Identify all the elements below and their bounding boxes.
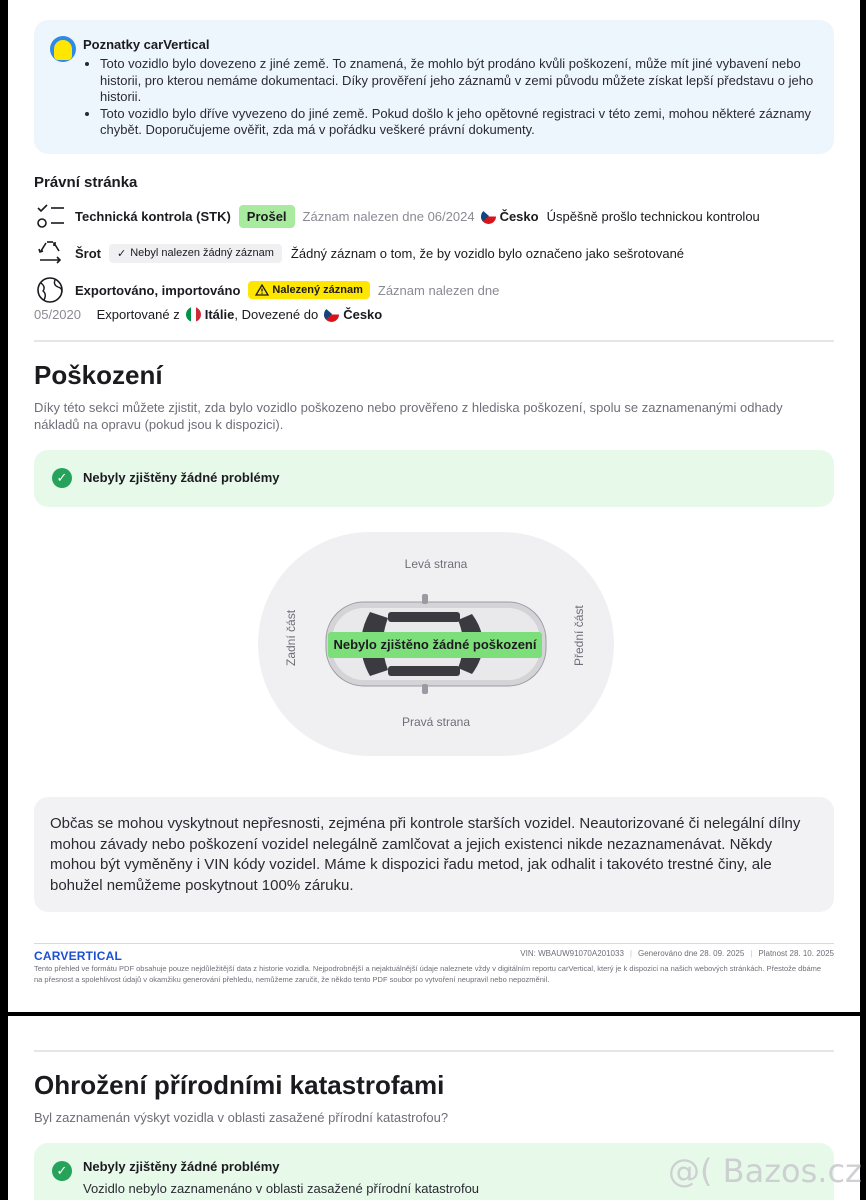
czech-flag-icon [481, 209, 496, 224]
check-icon: ✓ [117, 247, 127, 260]
carvertical-logo-icon [50, 36, 76, 62]
export-to-country: Česko [343, 307, 383, 322]
disaster-title: Ohrožení přírodními katastrofami [34, 1070, 445, 1100]
damage-diagram [258, 532, 614, 756]
export-found: Záznam nalezen dne [377, 282, 500, 298]
footer-brand-logo: CARVERTICAL [34, 949, 122, 963]
export-badge-text: Nalezený záznam [272, 284, 363, 296]
recycle-icon [34, 238, 66, 268]
diagram-rear-label: Zadní část [284, 609, 298, 666]
stk-result: Úspěšně prošlo technickou kontrolou [546, 208, 760, 224]
legal-row-stk [34, 201, 760, 231]
footer-meta: VIN: WBAUW91070A201033 | Generováno dne 28. 09. 2025 | Platnost 28. 10. 2025 [520, 949, 834, 958]
stk-status-badge: Prošel [239, 205, 295, 228]
legal-row-export [34, 275, 499, 305]
disaster-detail: Vozidlo nebylo zaznamenáno v oblasti zasažené přírodní katastrofou [83, 1181, 480, 1196]
scrap-label: Šrot [75, 245, 101, 261]
section-divider [34, 1050, 834, 1052]
legal-section-title: Právní stránka [34, 174, 138, 191]
warning-icon [255, 284, 269, 296]
check-circle-icon: ✓ [52, 468, 72, 488]
italy-flag-icon [186, 307, 201, 322]
check-circle-icon: ✓ [52, 1161, 72, 1181]
export-from-country: Itálie [204, 307, 235, 322]
bazos-watermark: @( Bazos.cz [668, 1152, 862, 1190]
report-page-1 [8, 0, 860, 1012]
disaster-status: Nebyly zjištěny žádné problémy [83, 1159, 280, 1174]
stk-found-date: Záznam nalezen dne 06/2024 [302, 208, 475, 224]
export-label: Exportováno, importováno [75, 282, 241, 298]
footer-disclaimer: Tento přehled ve formátu PDF obsahuje pouze nejdůležitější data z historie vozidla. Nejpodrobnější a nejaktuálnější údaje naleznete vždy v digitálním reportu carVertical, který je k dispozici na našich webových stránkách. Přestože dbáme na přesnost a spolehlivost údajů v okamžiku generování přehledu, nemůžeme zaručit, že někdo tento PDF soubor po vytvoření neupravil nebo nepozměnil. [34, 964, 822, 984]
imported-prefix: , Dovezené do [234, 307, 319, 322]
footer-valid: Platnost 28. 10. 2025 [758, 949, 834, 958]
insight-list [100, 56, 820, 139]
footer-divider [34, 943, 834, 944]
insight-box [34, 20, 834, 154]
damage-status-box [34, 450, 834, 507]
stk-country: Česko [499, 208, 539, 224]
damage-description: Díky této sekci můžete zjistit, zda bylo vozidlo poškozeno nebo prověřeno z hlediska poškození, spolu se zaznamenanými odhady nákladů na opravu (pokud jsou k dispozici). [34, 400, 783, 432]
czech-flag-icon [324, 307, 339, 322]
diagram-front-label: Přední část [572, 605, 586, 666]
checklist-icon [34, 201, 66, 231]
diagram-left-side-label: Levá strana [404, 557, 468, 571]
legal-row-scrap [34, 238, 684, 268]
diagram-right-side-label: Pravá strana [401, 715, 471, 729]
damage-status: Nebyly zjištěny žádné problémy [83, 470, 280, 485]
damage-title: Poškození [34, 360, 163, 390]
scrap-text: Žádný záznam o tom, že by vozidlo bylo označeno jako sešrotované [290, 245, 685, 261]
stk-label: Technická kontrola (STK) [75, 208, 231, 224]
insight-title: Poznatky carVertical [83, 37, 210, 52]
scrap-badge-text: Nebyl nalezen žádný záznam [130, 247, 274, 259]
insight-bullet: • Toto vozidlo bylo dovezeno z jiné země. To znamená, že mohlo být prodáno kvůli poškození, může mít jiné vybavení nebo historii, pro kterou nemáme dokumentaci. Díky prověření jeho záznamů v zemi původu můžete získat lepší představu o jeho historii. [100, 56, 820, 106]
exported-prefix: Exportované z [96, 307, 180, 322]
section-divider [34, 340, 834, 342]
globe-icon [34, 275, 66, 305]
disaster-question: Byl zaznamenán výskyt vozidla v oblasti zasažené přírodní katastrofou? [34, 1110, 449, 1125]
footer-vin: VIN: WBAUW91070A201033 [520, 949, 624, 958]
insight-bullet: • Toto vozidlo bylo dříve vyvezeno do jiné země. Pokud došlo k jeho opětovné registraci v této zemi, mohou některé záznamy chybět. Doporučujeme ověřit, zda má v pořádku veškeré právní dokumenty. [100, 106, 820, 139]
footer-generated: Generováno dne 28. 09. 2025 [637, 949, 745, 958]
export-status-badge [248, 281, 369, 299]
export-details [34, 307, 382, 322]
accuracy-note: Občas se mohou vyskytnout nepřesnosti, zejména při kontrole starších vozidel. Neautorizované či nelegální dílny mohou závady nebo poškození vozidel nelegálně zamlčovat a jejich existenci nikde nezaznamenávat. Někdy mohou být vyměněny i VIN kódy vozidel. Máme k dispozici řadu metod, jak odhalit i takovéto trestné činy, ale bohužel nemůžeme poskytnout 100% záruku. [34, 797, 834, 912]
no-damage-label: Nebylo zjištěno žádné poškození [328, 632, 542, 658]
export-date: 05/2020 [34, 307, 81, 322]
scrap-status-badge [109, 244, 282, 263]
